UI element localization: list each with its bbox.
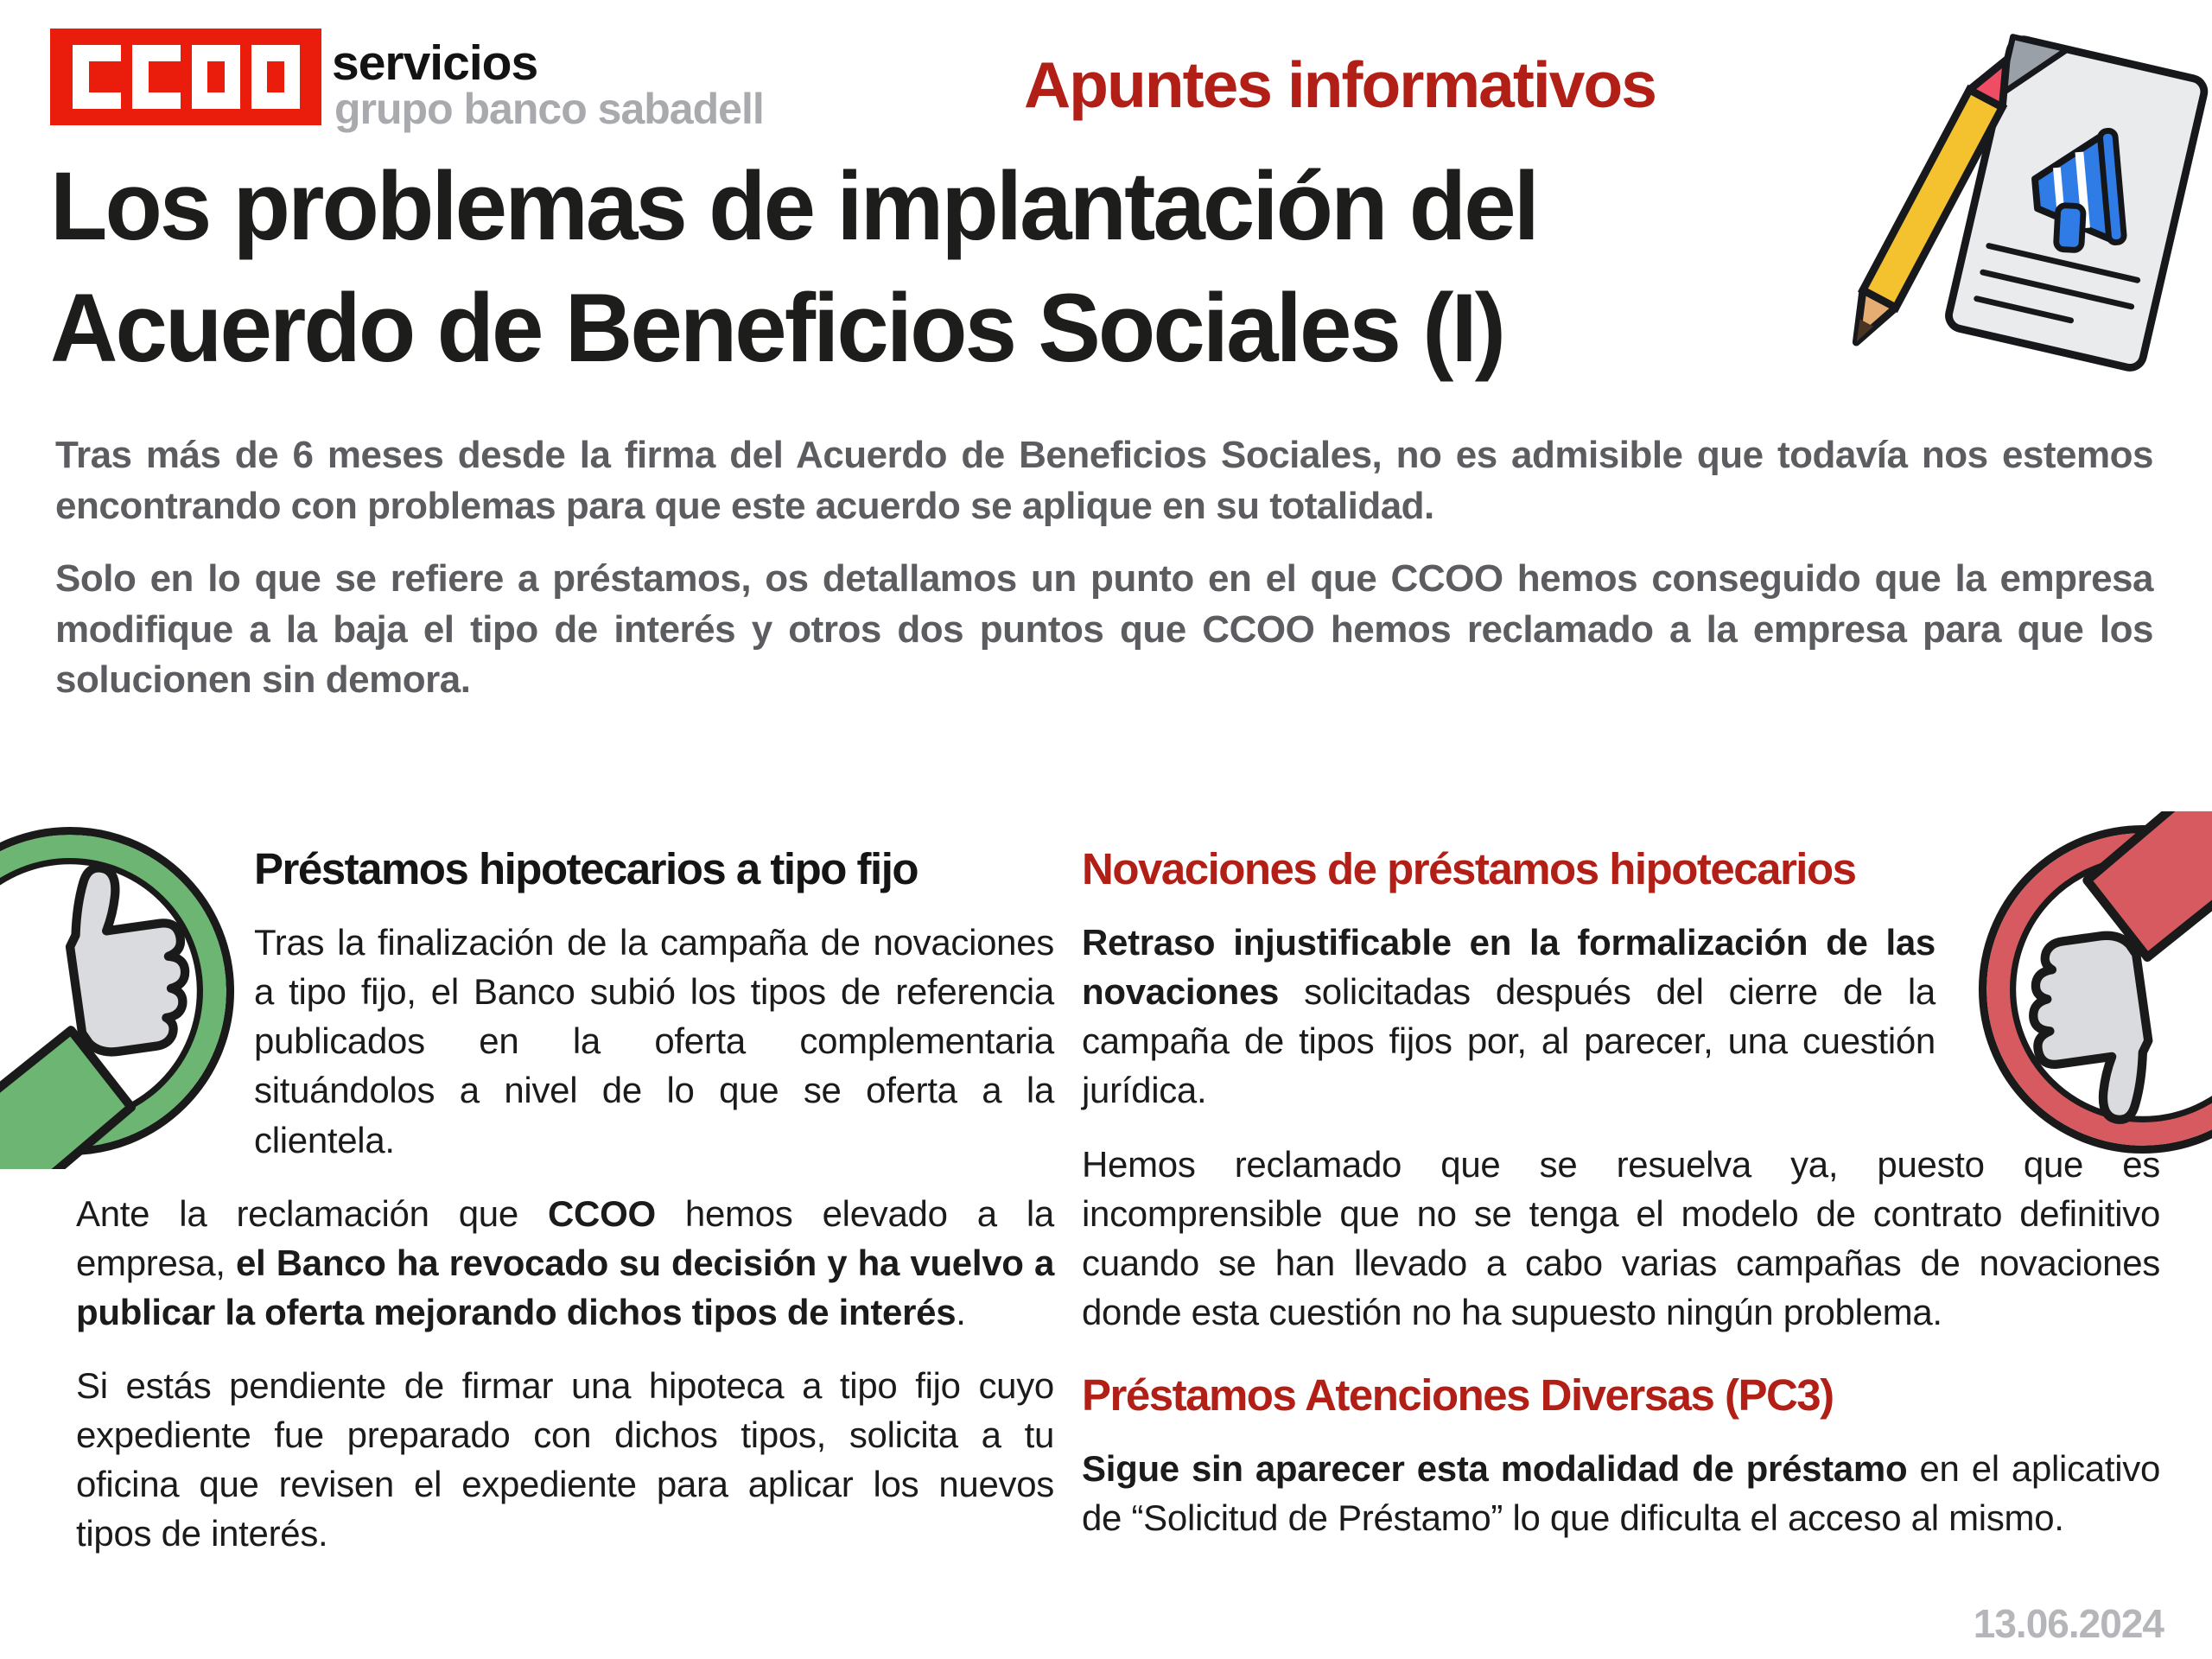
page-title [50, 145, 1537, 389]
page-title-line2: Acuerdo de Beneficios Sociales (I) [50, 274, 1504, 383]
ccoo-logo [50, 29, 321, 125]
logo-letter-c [73, 45, 121, 109]
tipo-fijo-paragraph-1: Tras la finalización de la campaña de novaciones a tipo fijo, el Banco subió los tipos de referencia publicados en la oferta complementaria situándolos a nivel de lo que se oferta a la clientela. [254, 922, 1054, 1160]
intro-paragraph-2: Solo en lo que se refiere a préstamos, os detallamos un punto en el que CCOO hemos conseguido que la empresa modifique a la baja el tipo de interés y otros dos puntos que CCOO hemos reclamado a la empresa para que los solucionen sin demora. [55, 557, 2153, 702]
publication-date: 13.06.2024 [1973, 1601, 2164, 1646]
logo-letter-o [192, 45, 240, 109]
intro-block [55, 430, 2153, 728]
section-prestamos-tipo-fijo [76, 845, 1054, 1582]
logo-letter-o [251, 45, 300, 109]
tipo-fijo-paragraph-2: Ante la reclamación que CCOO hemos elevado a la empresa, el Banco ha revocado su decisión y ha vuelvo a publicar la oferta mejorando dichos tipos de interés. [76, 1192, 1055, 1332]
brand-name: servicios [332, 35, 538, 91]
section-heading-tipo-fijo: Préstamos hipotecarios a tipo fijo [254, 844, 918, 893]
document-pencil-megaphone-icon [1796, 7, 2212, 430]
novaciones-paragraph-1: Retraso injustificable en la formalización de las novaciones solicitadas después del cierre de la campaña de tipos fijos por, al parecer, una cuestión jurídica. [1082, 922, 1936, 1111]
intro-paragraph-1: Tras más de 6 meses desde la firma del Acuerdo de Beneficios Sociales, no es admisible que todavía nos estemos encontrando con problemas para que este acuerdo se aplique en su totalidad. [55, 434, 2153, 527]
brand-subname: grupo banco sabadell [334, 85, 764, 133]
section-novaciones [1082, 845, 2160, 1567]
page-title-line1: Los problemas de implantación del [50, 152, 1538, 260]
section-heading-novaciones: Novaciones de préstamos hipotecarios [1082, 844, 1856, 893]
tipo-fijo-paragraph-3: Si estás pendiente de firmar una hipoteca a tipo fijo cuyo expediente fue preparado con dichos tipos, solicita a tu oficina que revisen el expediente para aplicar los nuevos tipos de interés. [76, 1364, 1054, 1554]
novaciones-paragraph-2: Hemos reclamado que se resuelva ya, puesto que es incomprensible que no se tenga el modelo de contrato definitivo cuando se han llevado a cabo varias campañas de novaciones donde esta cuestión no ha supuesto ningún problema. [1082, 1143, 2160, 1332]
pc3-paragraph-1: Sigue sin aparecer esta modalidad de préstamo en el aplicativo de “Solicitud de Préstamo” lo que dificulta el acceso al mismo. [1082, 1448, 2160, 1539]
section-heading-pc3: Préstamos Atenciones Diversas (PC3) [1082, 1370, 1834, 1420]
logo-letter-c [132, 45, 181, 109]
kicker-apuntes-informativos: Apuntes informativos [1024, 48, 1656, 121]
